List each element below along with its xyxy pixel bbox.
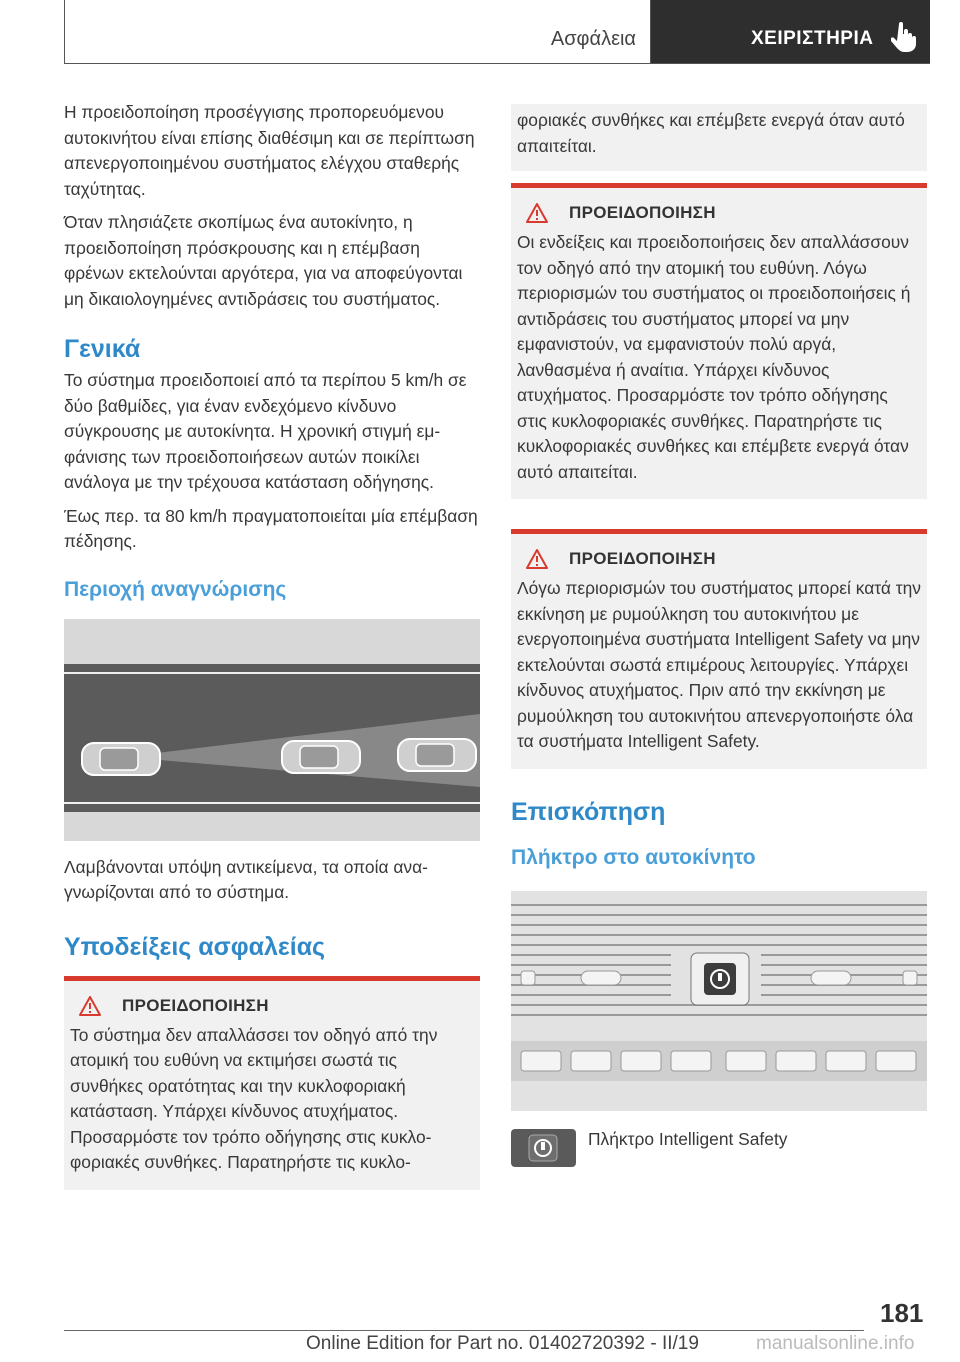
warning-triangle-icon bbox=[525, 202, 549, 224]
heading-overview: Επισκόπηση bbox=[511, 797, 666, 826]
paragraph: Έως περ. τα 80 km/h πραγματοποιείται μία επέμβαση πέδησης. bbox=[64, 505, 478, 551]
chapter-title: ΧΕΙΡΙΣΤΗΡΙΑ bbox=[751, 28, 874, 49]
paragraph: Το σύστημα προειδοποιεί από τα περίπου 5 km/h σε δύο βαθμίδες, για έναν ενδεχόμενο κίνδυνο σύγκρουσης με αυτοκίνητα. Η χρονική στιγμή εμφάνισης των προειδοποιήσεων αυτών ποικίλει ανάλογα με την τρέχουσα κατάσταση οδήγησης. bbox=[64, 370, 467, 492]
warning-text: Οι ενδείξεις και προειδοποιήσεις δεν απαλλάσσουν τον οδηγό από την ατομική του ευθύνη. Λόγω περιορισμών του συστήματος οι προειδοποιήσεις ή αντιδράσεις του συστήματος μπορεί να μην εμφανιστούν, να εμφανιστούν πολύ αργά, λανθασμένα ή αναίτια. Υπάρχει κίνδυνος ατυχήματος. Προσαρμόστε τον τρόπο οδήγησης στις κυκλοφοριακές συνθήκες. Παρατηρήστε τις κυκλοφοριακές συνθήκες και επέμβετε ενεργά όταν αυτό απαιτείται. bbox=[517, 232, 911, 482]
section-title: Ασφάλεια bbox=[550, 28, 636, 50]
button-caption: Πλήκτρο Intelligent Safety bbox=[588, 1128, 788, 1149]
warning-title: ΠΡΟΕΙΔΟΠΟΙΗΣΗ bbox=[569, 549, 716, 568]
intelligent-safety-button-icon bbox=[511, 1129, 576, 1167]
own-car bbox=[82, 743, 160, 775]
chapter-tab bbox=[650, 0, 930, 63]
heading-safety-notes: Υποδείξεις ασφαλείας bbox=[64, 932, 326, 961]
warning-continuation bbox=[511, 104, 927, 171]
warning-text: φοριακές συνθήκες και επέμβετε ενεργά όταν αυτό απαιτείται. bbox=[517, 110, 905, 156]
hand-pointer-icon bbox=[891, 22, 917, 52]
heading-general: Γενικά bbox=[64, 335, 141, 363]
dashboard-illustration bbox=[511, 891, 927, 1111]
heading-detection-area: Περιοχή αναγνώρισης bbox=[64, 577, 287, 601]
warning-triangle-icon bbox=[525, 548, 549, 570]
detected-car bbox=[398, 739, 476, 771]
paragraph: Η προειδοποίηση προσέγγισης προπορευόμενου αυτοκινήτου είναι επίσης διαθέσιμη και σε περίπτωση απενεργοποιημένου συστήματος ελέγχου σταθερής ταχύτητας. bbox=[64, 102, 475, 199]
warning-text: Το σύστημα δεν απαλλάσσει τον οδηγό από την ατομική του ευθύνη να εκτιμήσει σωστά τις συνθήκες ορατότητας και την κυκλοφοριακή κατάσταση. Υπάρχει κίνδυνος ατυχήματος. Προσαρμόστε τον τρόπο οδήγησης στις κυκλοφοριακές συνθήκες. Παρατηρήστε τις κυκλο- bbox=[70, 1024, 438, 1172]
warning-triangle-icon bbox=[78, 995, 102, 1017]
page-header bbox=[64, 0, 930, 64]
button-caption-row bbox=[511, 1127, 927, 1167]
warning-box bbox=[511, 529, 927, 769]
left-column bbox=[64, 100, 480, 1190]
page-number: 181 bbox=[880, 1298, 924, 1328]
section-tab bbox=[65, 0, 650, 63]
detected-car bbox=[282, 741, 360, 773]
warning-title: ΠΡΟΕΙΔΟΠΟΙΗΣΗ bbox=[122, 995, 269, 1015]
right-column bbox=[511, 104, 927, 1167]
edition-text: Online Edition for Part no. 01402720392 - II/19 bbox=[306, 1333, 699, 1354]
watermark-text: manualsonline.info bbox=[756, 1333, 915, 1354]
warning-box bbox=[64, 976, 480, 1190]
warning-title: ΠΡΟΕΙΔΟΠΟΙΗΣΗ bbox=[569, 203, 716, 222]
detection-area-illustration bbox=[64, 619, 480, 841]
footer-divider bbox=[64, 1330, 864, 1331]
heading-button-in-car: Πλήκτρο στο αυτοκίνητο bbox=[511, 845, 756, 869]
detection-area-figure bbox=[64, 619, 480, 841]
figure-caption: Λαμβάνονται υπόψη αντικείμενα, τα οποία αναγνωρίζονται από το σύστημα. bbox=[64, 856, 428, 902]
paragraph: Όταν πλησιάζετε σκοπίμως ένα αυτοκίνητο, η προειδοποίηση πρόσκρουσης και η επέμβαση φρένων εκτελούνται αργότερα, για να αποφεύγονται μη δικαιολογημένες αντιδράσεις του συστήματος. bbox=[64, 212, 463, 309]
button-location-figure bbox=[511, 891, 927, 1111]
warning-text: Λόγω περιορισμών του συστήματος μπορεί κατά την εκκίνηση με ρυμούλκηση του αυτοκινήτου με ενεργοποιημένα συστήματα Intelligent Safety να μην εκτελούνται σωστά επιμέρους λειτουργίες. Υπάρχει κίνδυνος ατυχήματος. Πριν από την εκκίνηση με ρυμούλκηση του αυτοκινήτου απενεργοποιήστε όλα τα συστήματα Intelligent Safety. bbox=[517, 578, 921, 751]
warning-box bbox=[511, 183, 927, 499]
